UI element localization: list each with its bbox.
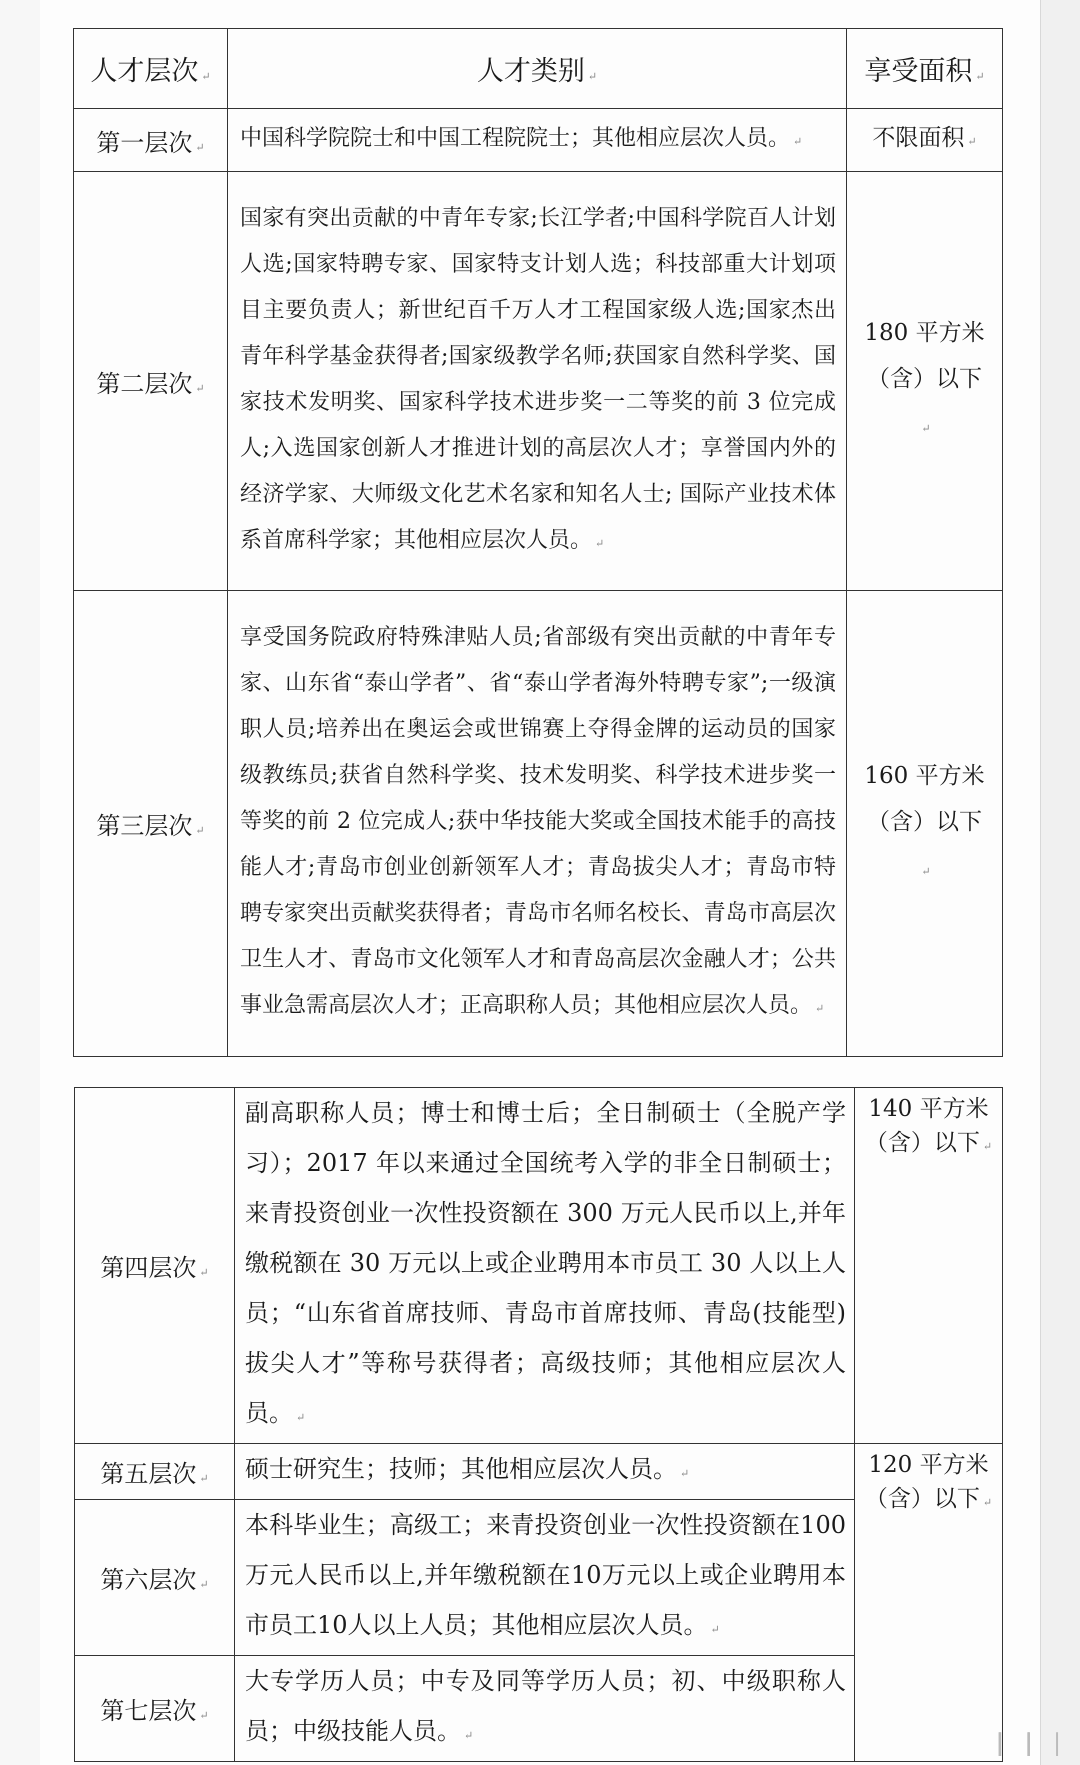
level-cell: 第五层次 ↵	[75, 1444, 235, 1500]
level-cell: 第一层次 ↵	[74, 109, 228, 172]
table-row	[75, 1088, 1003, 1444]
area-cell: 不限面积 ↵	[847, 109, 1003, 172]
header-area: 享受面积 ↵	[847, 29, 1003, 109]
side-margin	[1040, 0, 1080, 1765]
header-level: 人才层次 ↵	[74, 29, 228, 109]
category-cell: 大专学历人员；中专及同等学历人员；初、中级职称人员；中级技能人员。 ↵	[235, 1656, 855, 1762]
category-cell: 本科毕业生；高级工；来青投资创业一次性投资额在100万元人民币以上,并年缴税额在10万元以上或企业聘用本市员工10人以上人员；其他相应层次人员。 ↵	[235, 1500, 855, 1656]
area-cell: 140 平方米（含）以下 ↵	[855, 1088, 1003, 1444]
category-cell: 国家有突出贡献的中青年专家;长江学者;中国科学院百人计划人选;国家特聘专家、国家特支计划人选；科技部重大计划项目主要负责人；新世纪百千万人才工程国家级人选;国家杰出青年科学基金获得者;国家级教学名师;获国家自然科学奖、国家技术发明奖、国家科学技术进步奖一二等奖的前 3 位完成人;入选国家创新人才推进计划的高层次人才；享誉国内外的经济学家、大师级文化艺术名家和知名人士; 国际产业技术体系首席科学家；其他相应层次人员。 ↵	[228, 172, 847, 591]
watermark-icon: ▕▏▕▏▕	[985, 1732, 1057, 1756]
area-cell: 120 平方米（含）以下 ↵	[855, 1444, 1003, 1762]
table-row	[74, 172, 1003, 591]
level-cell: 第二层次 ↵	[74, 172, 228, 591]
table-row	[75, 1444, 1003, 1500]
category-cell: 硕士研究生；技师；其他相应层次人员。 ↵	[235, 1444, 855, 1500]
category-cell: 享受国务院政府特殊津贴人员;省部级有突出贡献的中青年专家、山东省“泰山学者”、省“泰山学者海外特聘专家”;一级演职人员;培养出在奥运会或世锦赛上夺得金牌的运动员的国家级教练员;获省自然科学奖、技术发明奖、科学技术进步奖一等奖的前 2 位完成人;获中华技能大奖或全国技术能手的高技能人才;青岛市创业创新领军人才；青岛拔尖人才；青岛市特聘专家突出贡献奖获得者；青岛市名师名校长、青岛市高层次卫生人才、青岛市文化领军人才和青岛高层次金融人才；公共事业急需高层次人才；正高职称人员；其他相应层次人员。 ↵	[228, 591, 847, 1057]
table-row	[74, 591, 1003, 1057]
document-body	[73, 28, 1003, 1762]
area-cell: 180 平方米（含）以下 ↵	[847, 172, 1003, 591]
area-cell: 160 平方米（含）以下 ↵	[847, 591, 1003, 1057]
table-row	[74, 109, 1003, 172]
talent-table-part-1	[73, 28, 1003, 1057]
level-cell: 第六层次 ↵	[75, 1500, 235, 1656]
talent-table-part-2	[74, 1087, 1003, 1762]
level-cell: 第四层次 ↵	[75, 1088, 235, 1444]
level-cell: 第七层次 ↵	[75, 1656, 235, 1762]
header-category: 人才类别 ↵	[228, 29, 847, 109]
table-header-row	[74, 29, 1003, 109]
category-cell: 中国科学院院士和中国工程院院士；其他相应层次人员。 ↵	[228, 109, 847, 172]
level-cell: 第三层次 ↵	[74, 591, 228, 1057]
category-cell: 副高职称人员；博士和博士后；全日制硕士（全脱产学习）；2017 年以来通过全国统考入学的非全日制硕士；来青投资创业一次性投资额在 300 万元人民币以上,并年缴税额在 30 万元以上或企业聘用本市员工 30 人以上人员；“山东省首席技师、青岛市首席技师、青岛(技能型)拔尖人才”等称号获得者；高级技师；其他相应层次人员。 ↵	[235, 1088, 855, 1444]
